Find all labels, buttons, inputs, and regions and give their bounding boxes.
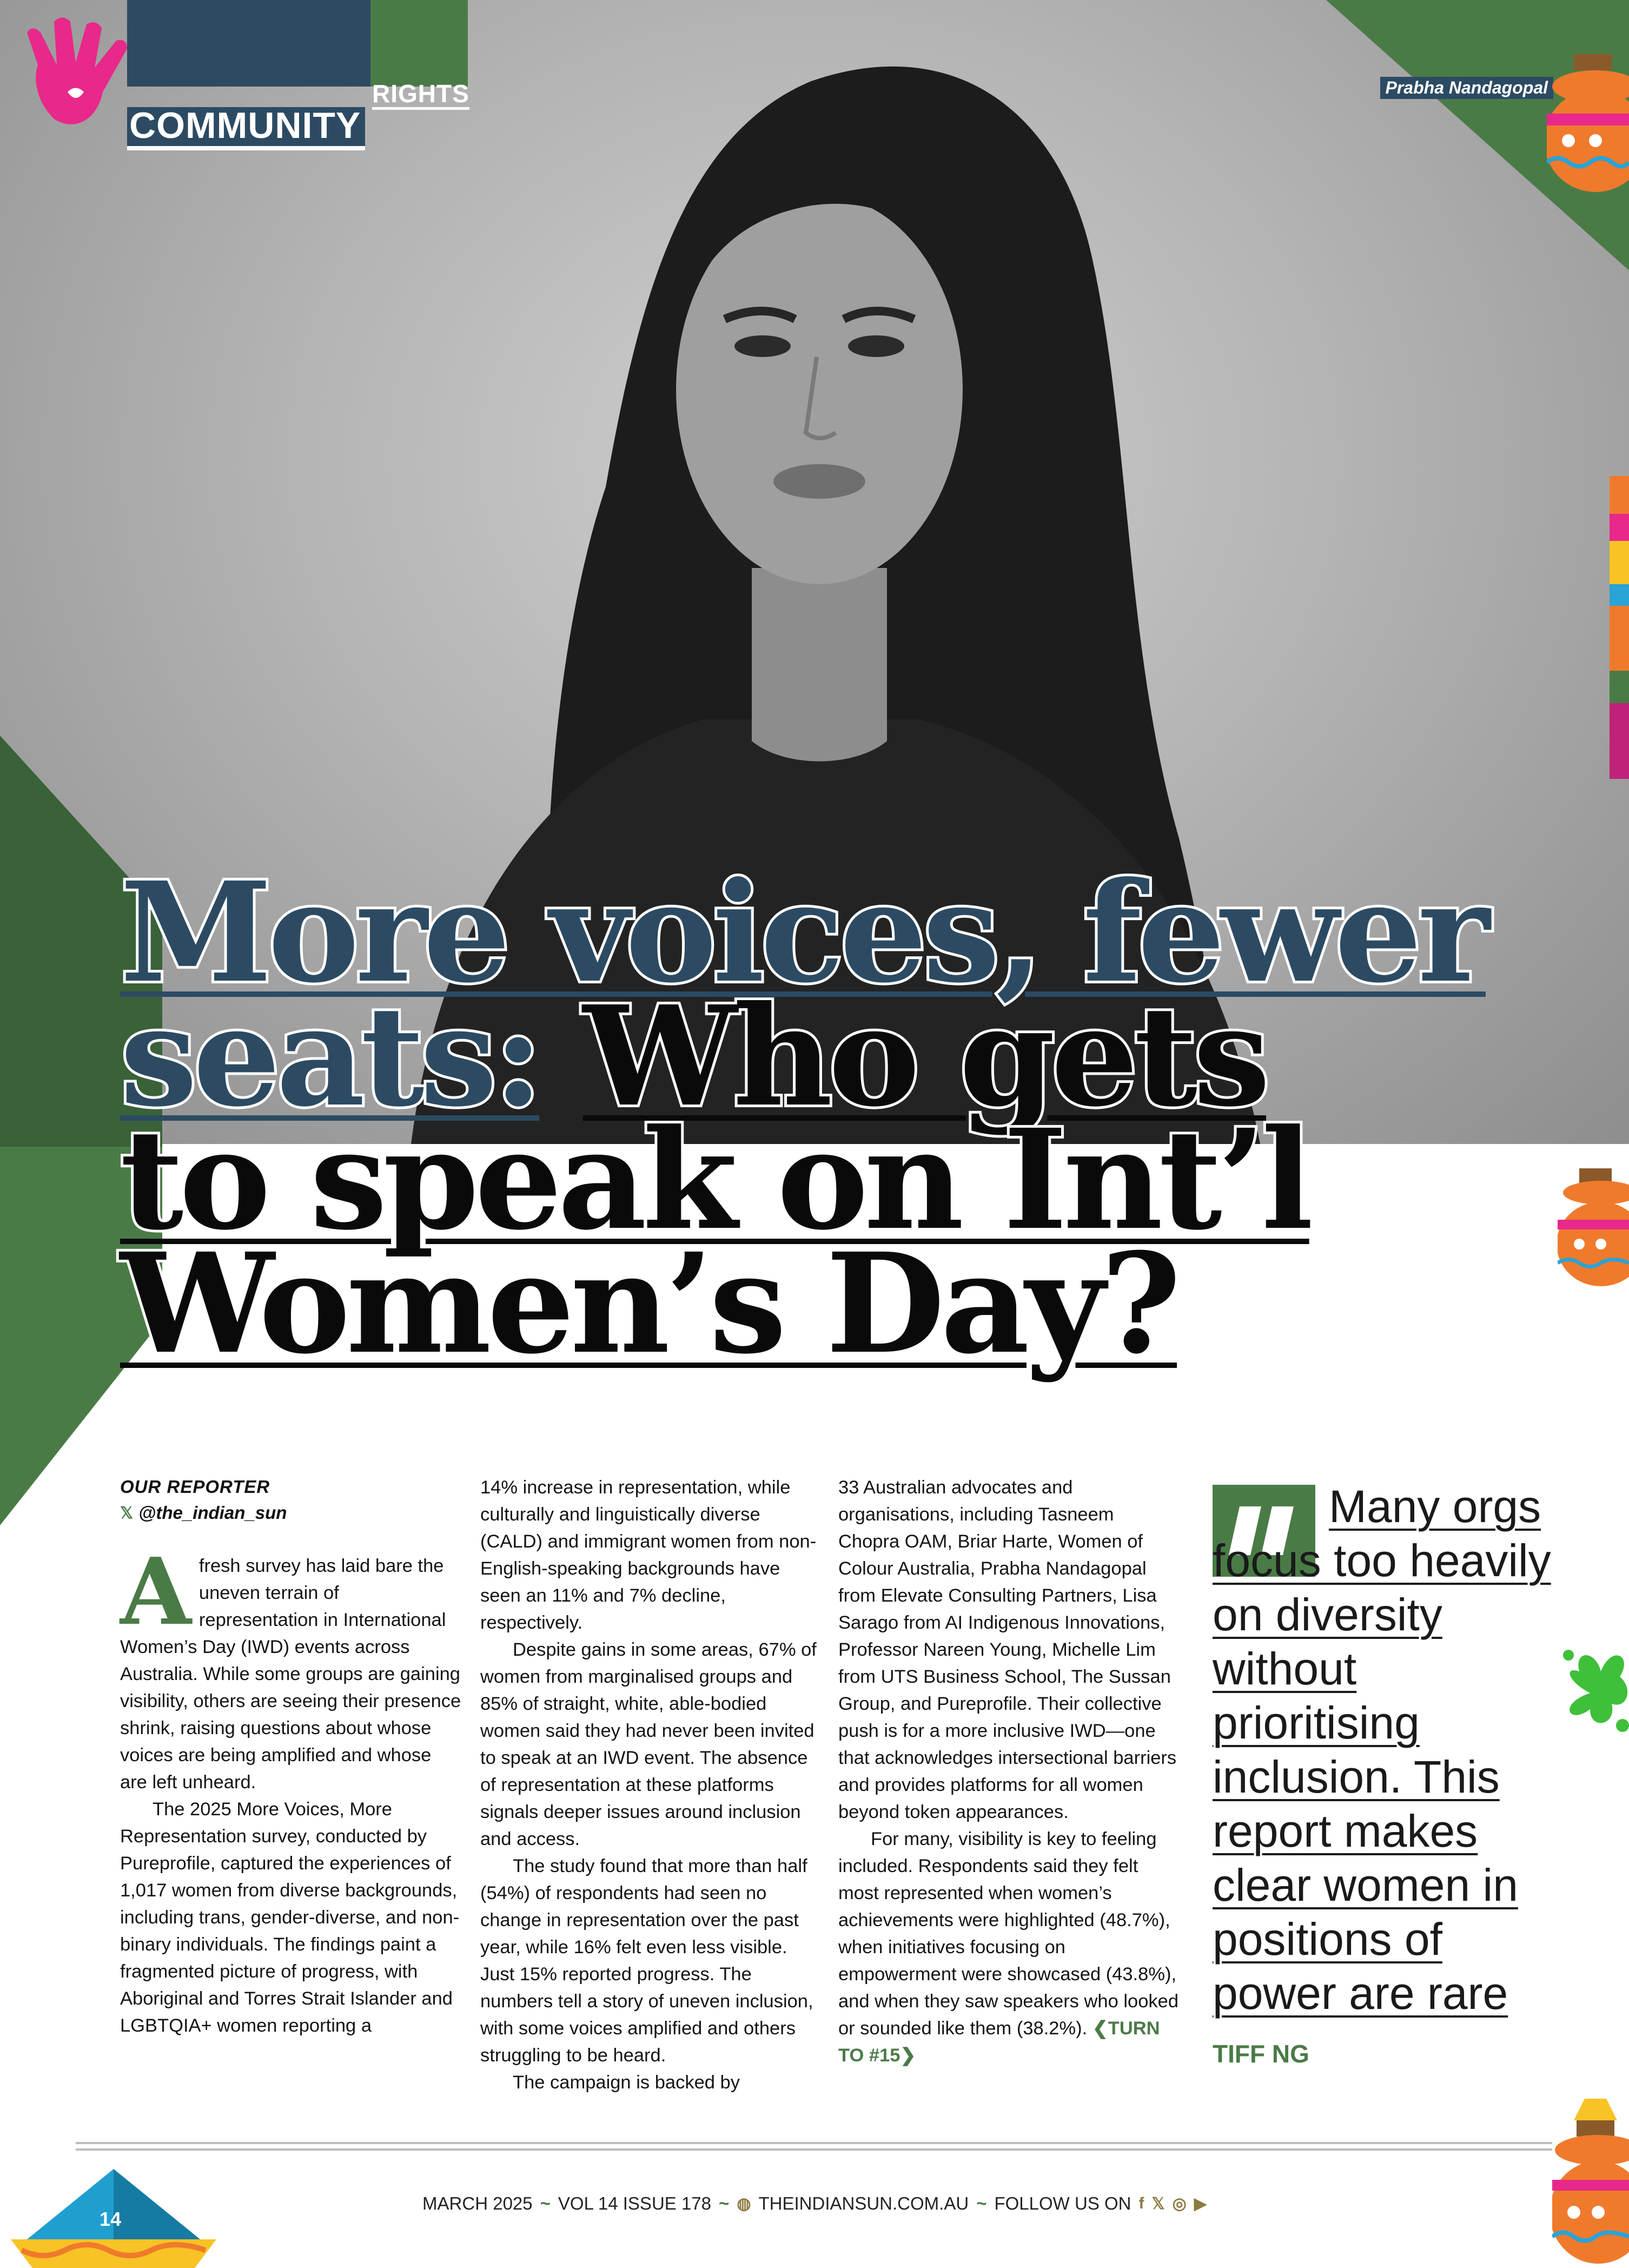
pot-icon xyxy=(1547,54,1629,195)
turn-to-link[interactable]: ❮TURN TO #15❯ xyxy=(838,2018,1160,2066)
byline xyxy=(120,1477,287,1523)
article-paragraph xyxy=(838,1826,1180,2069)
facebook-icon[interactable]: f xyxy=(1138,2194,1144,2212)
globe-icon: ◍ xyxy=(737,2194,751,2213)
footer-separator: ~ xyxy=(976,2193,987,2213)
splash-icon xyxy=(1558,1634,1629,1753)
drop-cap: A xyxy=(120,1538,191,1646)
article-paragraph: 14% increase in representation, while culturally and linguistically diverse (CALD) and immigrant women from non-English-speaking backgrounds have seen an 11% and 7% decline, respectively. xyxy=(480,1477,817,1633)
headline-part-3: Who gets xyxy=(582,975,1267,1137)
turn-to-label: TURN TO #15 xyxy=(838,2018,1160,2066)
byline-handle: @the_indian_sun xyxy=(138,1503,287,1523)
decorative-stripe-icon xyxy=(1610,476,1629,779)
byline-role: OUR REPORTER xyxy=(120,1477,270,1497)
pull-quote-text: Many orgs focus too heavily on diversity without prioritising inclusion. This report makes clear women in positions of power are rare xyxy=(1213,1481,1551,2019)
pull-quote-author: TIFF NG xyxy=(1213,2040,1309,2068)
article-paragraph: The campaign is backed by xyxy=(513,2072,740,2093)
headline-part-4: to speak on Int’l xyxy=(120,1099,1309,1261)
footer-website[interactable]: THEINDIANSUN.COM.AU xyxy=(758,2193,969,2213)
pot-icon xyxy=(1558,1168,1629,1287)
x-icon[interactable]: 𝕏 xyxy=(1151,2194,1165,2213)
header-block-navy xyxy=(127,0,370,87)
article-column-3 xyxy=(838,1474,1180,2069)
article-paragraph: Despite gains in some areas, 67% of women from marginalised groups and 85% of straight, white, able-bodied women said they had never been invited to speak at an IWD event. The absence of representation at these platforms signals deeper issues around inclusion and access. xyxy=(480,1639,817,1849)
youtube-icon[interactable]: ▶ xyxy=(1194,2194,1207,2213)
article-headline xyxy=(120,852,1537,1384)
footer-date: MARCH 2025 xyxy=(422,2193,533,2213)
footer-separator: ~ xyxy=(719,2193,730,2213)
article-column-2 xyxy=(480,1474,822,2096)
photo-credit: Prabha Nandagopal xyxy=(1380,77,1554,99)
footer-separator: ~ xyxy=(540,2193,551,2213)
section-label-community: COMMUNITY xyxy=(127,107,365,150)
header-block-green xyxy=(370,0,468,87)
footer-divider xyxy=(76,2142,1552,2144)
pot-icon xyxy=(1552,2099,1629,2268)
article-paragraph-text: For many, visibility is key to feeling included. Respondents said they felt most represented when women’s achievements were highlighted (48.7%), when initiatives focusing on empowerment were showcased (43.8%), and when they saw speakers who looked or sounded like them (38.2%). xyxy=(838,1829,1179,2039)
footer-follow: FOLLOW US ON xyxy=(994,2193,1131,2213)
x-icon: 𝕏 xyxy=(120,1504,134,1522)
footer-divider xyxy=(76,2148,1552,2151)
article-paragraph: 33 Australian advocates and organisations, including Tasneem Chopra OAM, Briar Harte, Women of Colour Australia, Prabha Nandagopal from Elevate Consulting Partners, Lisa Sarago from AI Indigenous Innovations, Professor Nareen Young, Michelle Lim from UTS Business School, The Sussan Group, and Pureprofile. Their collective push is for a more inclusive IWD—one that acknowledges intersectional barriers and provides platforms for all women beyond token appearances. xyxy=(838,1477,1177,1822)
headline-part-1: More voices, fewer xyxy=(120,852,1486,1013)
page-footer xyxy=(0,2193,1629,2214)
article-paragraph: The study found that more than half (54%) of respondents had seen no change in representation over the past year, while 16% felt even less visible. Just 15% reported progress. The numbers tell a story of uneven inclusion, with some voices amplified and others struggling to be heard. xyxy=(480,1856,813,2066)
section-label-rights: RIGHTS xyxy=(372,81,469,110)
article-paragraph: fresh survey has laid bare the uneven terrain of representation in International Women’s Day (IWD) events across Australia. While some groups are gaining visibility, others are seeing their presence shrink, raising questions about whose voices are being amplified and whose are left unheard. xyxy=(120,1556,461,1793)
footer-volume: VOL 14 ISSUE 178 xyxy=(558,2193,712,2213)
article-paragraph: The 2025 More Voices, More Representation survey, conducted by Pureprofile, captured the experiences of 1,017 women from diverse backgrounds, including trans, gender-diverse, and non-binary individuals. The findings paint a fragmented picture of progress, with Aboriginal and Torres Strait Islander and LGBTQIA+ women reporting a xyxy=(120,1799,460,2036)
article-column-1 xyxy=(120,1538,462,2039)
headline-part-2: seats: xyxy=(120,975,540,1137)
instagram-icon[interactable]: ◎ xyxy=(1172,2194,1187,2213)
page-number: 14 xyxy=(100,2208,122,2230)
byline-handle-row xyxy=(120,1503,287,1523)
pull-quote xyxy=(1213,1479,1564,2020)
headline-part-5: Women’s Day? xyxy=(120,1222,1177,1384)
